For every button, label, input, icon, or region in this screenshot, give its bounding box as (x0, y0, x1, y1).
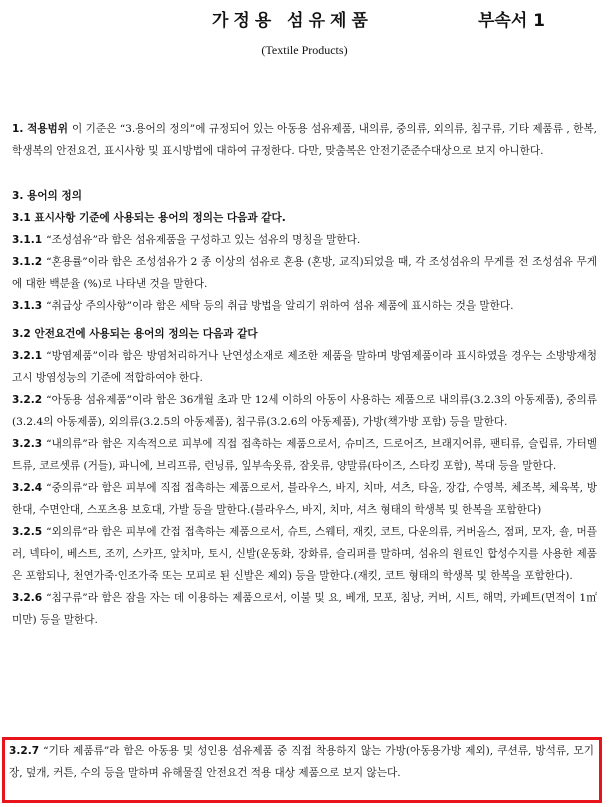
clause-text: “취급상 주의사항”이라 함은 세탁 등의 취급 방법을 알리기 위하여 섬유 제품에 표시하는 것을 말한다. (46, 300, 514, 312)
clause-3-2-4 (12, 477, 597, 521)
document-body (12, 118, 597, 631)
clause-number: 3.2.2 (12, 394, 43, 406)
clause-number: 3.2.6 (12, 592, 43, 604)
clause-3-1-1 (12, 229, 597, 251)
section-1-scope (12, 118, 597, 162)
clause-number: 3.2.5 (12, 526, 43, 538)
clause-3-2-5 (12, 521, 597, 587)
clause-number: 3.1.2 (12, 256, 43, 268)
clause-number: 3.2.1 (12, 350, 43, 362)
clause-3-2-6 (12, 587, 597, 631)
clause-number: 3.1.3 (12, 300, 43, 312)
section-number: 1. 적용범위 (12, 123, 69, 135)
clause-text: “아동용 섬유제품”이라 함은 36개월 초과 만 12세 이하의 아동이 사용하는 제품으로 내의류(3.2.3의 아동제품), 중의류(3.2.4의 아동제품), 외의류(3.2.5의 아동제품), 침구류(3.2.6의 아동제품), 가방(책가방 포함) 등을 말한다. (12, 394, 597, 428)
clause-text: “방염제품”이라 함은 방염처리하거나 난연성소재로 제조한 제품을 말하며 방염제품이라 표시하였을 경우는 소방방재청고시 방염성능의 기준에 적합하여야 한다. (12, 350, 597, 384)
page-subtitle: (Textile Products) (261, 43, 348, 57)
clause-number: 3.2.3 (12, 438, 43, 450)
clause-text: “조성섬유”라 함은 섬유제품을 구성하고 있는 섬유의 명칭을 말한다. (46, 234, 361, 246)
clause-text: “외의류”라 함은 피부에 간접 접촉하는 제품으로서, 슈트, 스웨터, 재킷, 코트, 다운의류, 커버올스, 점퍼, 모자, 숄, 머플러, 넥타이, 베스트, 조끼, 스카프, 앞치마, 토시, 신발(운동화, 장화류, 슬리퍼를 말하며, 섬유의 원료인 합성수지를 사용한 제품은 포함되나, 천연가죽·인조가죽 또는 모피로 된 신발은 제외) 등을 말한다.(재킷, 코트 형태의 학생복 및 한복을 포함한다). (12, 526, 597, 582)
clause-3-2-7-highlighted (9, 740, 594, 784)
section-3-heading: 3. 용어의 정의 (12, 190, 82, 202)
clause-3-2-3 (12, 433, 597, 477)
clause-3-2-2 (12, 389, 597, 433)
clause-3-1-3 (12, 295, 597, 317)
clause-text: “혼용률”이라 함은 조성섬유가 2 종 이상의 섬유로 혼용 (혼방, 교직)되었을 때, 각 조성섬유의 무게를 전 조성섬유 무게에 대한 백분율 (%)로 나타낸 것을 말한다. (12, 256, 597, 290)
page-title: 가정용 섬유제품 (212, 11, 373, 31)
section-text: 이 기준은 “3.용어의 정의”에 규정되어 있는 아동용 섬유제품, 내의류, 중의류, 외의류, 침구류, 기타 제품류 , 한복, 학생복의 안전요건, 표시사항 및 표시방법에 대하여 규정한다. 다만, 맞춤복은 안전기준준수대상으로 보지 아니한다. (12, 123, 597, 157)
section-3-1-heading: 3.1 표시사항 기준에 사용되는 용어의 정의는 다음과 같다. (12, 212, 286, 224)
title-row (0, 6, 609, 30)
clause-number: 3.1.1 (12, 234, 43, 246)
appendix-label: 부속서 1 (478, 11, 546, 31)
clause-text: “내의류”라 함은 지속적으로 피부에 직접 접촉하는 제품으로서, 슈미즈, 드로어즈, 브래지어류, 팬티류, 슬립류, 가터벨트류, 코르셋류 (거들), 파니에, 브리프류, 런닝류, 잎부속옷류, 잠옷류, 양말류(타이즈, 스타킹 포함), 복대 등을 말한다. (12, 438, 597, 472)
clause-text: “중의류”라 함은 피부에 직접 접촉하는 제품으로서, 블라우스, 바지, 치마, 셔츠, 타올, 장갑, 수영복, 체조복, 체육복, 방한대, 수면안대, 스포츠용 보호대, 가발 등을 말한다.(블라우스, 바지, 치마, 셔츠 형태의 학생복 및 한복을 포함한다) (12, 482, 597, 516)
clause-number: 3.2.7 (9, 745, 40, 757)
clause-3-2-1 (12, 345, 597, 389)
section-3-2-heading: 3.2 안전요건에 사용되는 용어의 정의는 다음과 같다 (12, 328, 258, 340)
clause-number: 3.2.4 (12, 482, 43, 494)
clause-text: “침구류”라 함은 잠을 자는 데 이용하는 제품으로서, 이불 및 요, 베개, 모포, 침낭, 커버, 시트, 해먹, 카페트(면적이 1㎡미만) 등을 말한다. (12, 592, 597, 626)
clause-text: “기타 제품류”라 함은 아동용 및 성인용 섬유제품 중 직접 착용하지 않는 가방(아동용가방 제외), 쿠션류, 방석류, 모기장, 덮개, 커튼, 수의 등을 말하며 유해물질 안전요건 적용 대상 제품으로 보지 않는다. (9, 745, 594, 779)
clause-3-1-2 (12, 251, 597, 295)
